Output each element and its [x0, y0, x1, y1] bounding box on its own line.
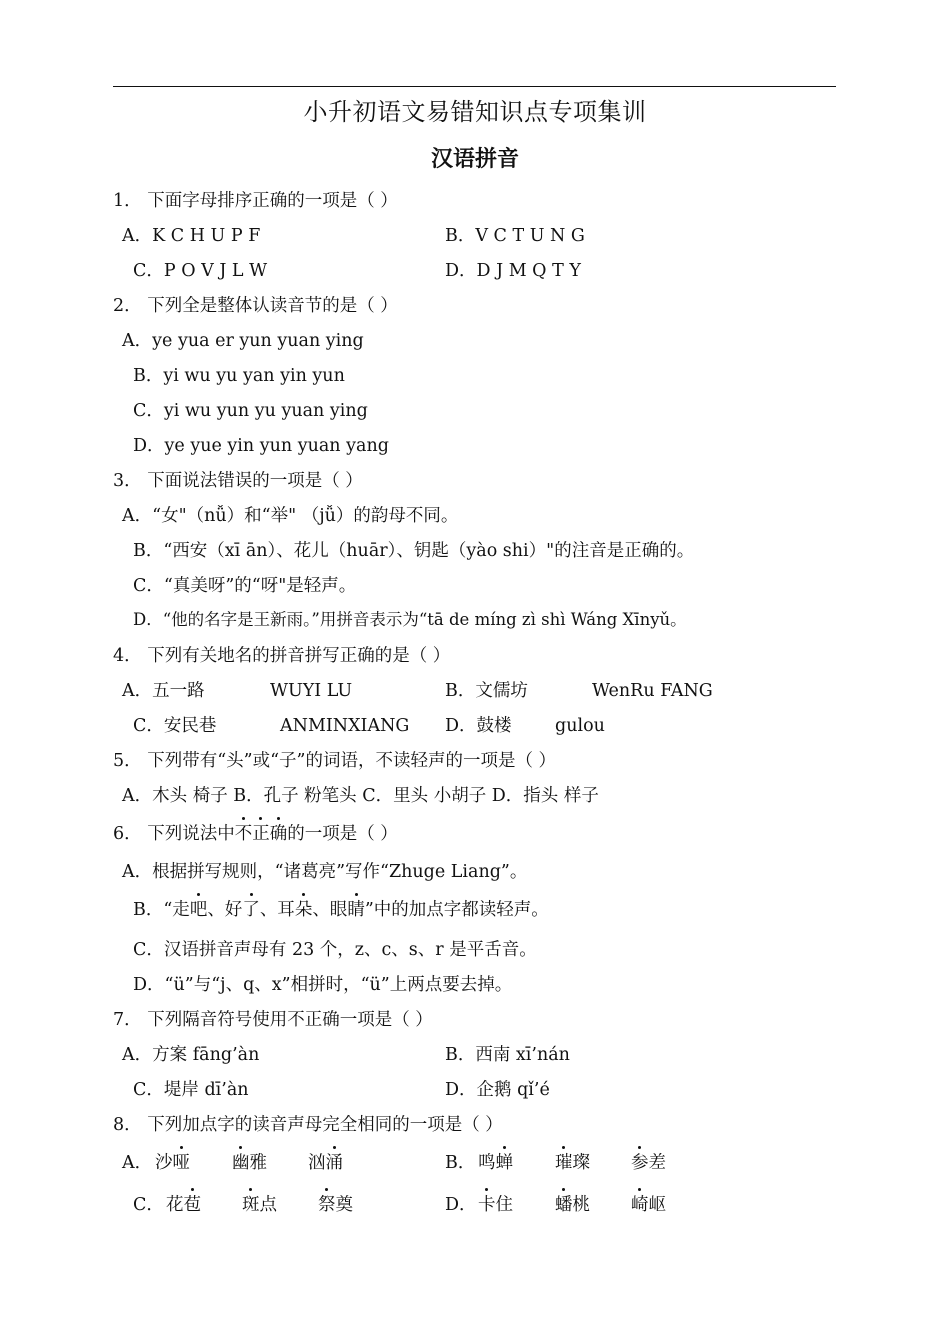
section-title: 汉语拼音: [430, 146, 519, 172]
q8-b-word-1: [478, 1151, 513, 1175]
q8-a-word-1: [155, 1151, 190, 1175]
q1-option-b: B．V C T U N G: [445, 226, 585, 246]
q7-option-d: D．企鹅 qǐ’é: [445, 1080, 550, 1100]
q8-option-a-label: A．: [122, 1153, 153, 1173]
q8-a-word-2: [232, 1151, 267, 1175]
q8-dotted-char: 斑: [242, 1195, 260, 1215]
question-4-stem: 4． 下列有关地名的拼音拼写正确的是（ ）: [113, 646, 451, 666]
q8-char: 花: [166, 1195, 184, 1215]
q4-option-d-pinyin: gulou: [555, 716, 605, 736]
q4-option-d-word: D．鼓楼: [445, 716, 512, 736]
q6-b-dotted-char: 吧: [189, 900, 208, 920]
q5-options: A．木头 椅子 B．孔子 粉笔头 C．里头 小胡子 D．指头 样子: [122, 786, 599, 806]
q4-option-a-pinyin: WUYI LU: [270, 681, 353, 701]
q8-option-b-label: B．: [445, 1153, 476, 1173]
q6-option-c: C．汉语拼音声母有 23 个，z、c、s、r 是平舌音。: [133, 940, 537, 960]
question-8-stem: 8． 下列加点字的读音声母完全相同的一项是（ ）: [113, 1115, 503, 1135]
question-5-stem: 5． 下列带有“头”或“子”的词语，不读轻声的一项是（ ）: [113, 751, 557, 771]
q8-dotted-char: 幽: [232, 1153, 250, 1173]
q8-c-word-1: [166, 1193, 201, 1217]
q8-a-word-3: [308, 1151, 343, 1175]
q3-option-b: B．“西安（xī ān）、花儿（huār）、钥匙（yào shi）"的注音是正确的。: [133, 541, 695, 561]
q8-dotted-char: 哑: [172, 1153, 190, 1173]
q8-dotted-char: 蝉: [495, 1153, 513, 1173]
q8-char: 鸣: [478, 1153, 496, 1173]
question-1-stem: 1． 下面字母排序正确的一项是（ ）: [113, 191, 398, 211]
q8-d-word-1: [478, 1193, 513, 1217]
q6-stem-dotted-char: 确: [269, 824, 288, 844]
q6-stem-pre: 6． 下列说法中: [113, 824, 235, 844]
q3-option-c: C．“真美呀”的“呀"是轻声。: [133, 576, 357, 596]
q8-dotted-char: 苞: [183, 1195, 201, 1215]
q7-option-c: C．堤岸 dī’àn: [133, 1080, 249, 1100]
q8-char: 桃: [572, 1195, 590, 1215]
header-rule: [113, 86, 836, 87]
q8-char: 住: [495, 1195, 513, 1215]
q3-option-d: D．“他的名字是王新雨。”用拼音表示为“tā de míng zì shì Wáng Xīnyǔ。: [133, 610, 687, 629]
question-2-stem: 2． 下列全是整体认读音节的是（ ）: [113, 296, 398, 316]
q6-stem-post: 的一项是（ ）: [287, 824, 398, 844]
q2-option-d: D．ye yue yin yun yuan yang: [133, 436, 389, 456]
q8-dotted-char: 祭: [318, 1195, 336, 1215]
q4-option-b-word: B．文儒坊: [445, 681, 528, 701]
q8-dotted-char: 卡: [478, 1195, 496, 1215]
q6-option-b: [133, 898, 549, 922]
page-title: 小升初语文易错知识点专项集训: [303, 98, 647, 126]
question-6-stem: [113, 822, 398, 846]
q4-option-c-word: C．安民巷: [133, 716, 217, 736]
q6-b-text: ”中的加点字都读轻声。: [364, 900, 549, 920]
q8-char: 璨: [572, 1153, 590, 1173]
q2-option-b: B．yi wu yu yan yin yun: [133, 366, 345, 386]
q8-dotted-char: 崎: [631, 1195, 649, 1215]
q8-option-d-label: D．: [445, 1195, 477, 1215]
q1-option-a: A．K C H U P F: [122, 226, 261, 246]
q6-option-d: D．“ü”与“j、q、x”相拼时，“ü”上两点要去掉。: [133, 975, 513, 995]
q8-char: 沙: [155, 1153, 173, 1173]
q4-option-a-word: A．五一路: [122, 681, 205, 701]
q6-b-text: 、眼: [312, 900, 348, 920]
q8-dotted-char: 璀: [555, 1153, 573, 1173]
q8-d-word-2: [555, 1193, 590, 1217]
q8-char: 点: [259, 1195, 277, 1215]
q8-char: 岖: [648, 1195, 666, 1215]
q8-char: 差: [648, 1153, 666, 1173]
q6-b-dotted-char: 睛: [347, 900, 365, 920]
q7-option-a: A．方案 fāng’àn: [122, 1045, 260, 1065]
q8-d-word-3: [631, 1193, 666, 1217]
q4-option-b-pinyin: WenRu FANG: [592, 681, 713, 701]
q1-option-c: C．P O V J L W: [133, 261, 268, 281]
q6-b-text: 、耳: [259, 900, 295, 920]
q6-stem-dotted-char: 正: [252, 824, 270, 844]
q6-b-dotted-char: 朵: [294, 900, 313, 920]
q7-option-b: B．西南 xī’nán: [445, 1045, 570, 1065]
q8-dotted-char: 参: [631, 1153, 649, 1173]
q8-c-word-2: [242, 1193, 277, 1217]
q1-option-d: D．D J M Q T Y: [445, 261, 581, 281]
q4-option-c-pinyin: ANMINXIANG: [280, 716, 410, 736]
q8-option-c-label: C．: [133, 1195, 164, 1215]
q8-c-word-3: [318, 1193, 353, 1217]
q6-b-text: 、好: [207, 900, 243, 920]
q8-b-word-3: [631, 1151, 666, 1175]
q6-b-text: B．“走: [133, 900, 190, 920]
q2-option-a: A．ye yua er yun yuan ying: [122, 331, 364, 351]
q6-b-dotted-char: 了: [242, 900, 260, 920]
q8-dotted-char: 涌: [325, 1153, 343, 1173]
q8-dotted-char: 蟠: [555, 1195, 573, 1215]
q3-option-a: A．“女"（nǚ）和“举" （jǚ）的韵母不同。: [122, 506, 459, 526]
question-7-stem: 7． 下列隔音符号使用不正确一项是（ ）: [113, 1010, 433, 1030]
q6-option-a: A．根据拼写规则，“诸葛亮”写作“Zhuge Liang”。: [122, 862, 528, 882]
q8-char: 汹: [308, 1153, 326, 1173]
q8-char: 奠: [335, 1195, 353, 1215]
q8-b-word-2: [555, 1151, 590, 1175]
q2-option-c: C．yi wu yun yu yuan ying: [133, 401, 368, 421]
q6-stem-dotted-char: 不: [234, 824, 253, 844]
q8-char: 雅: [249, 1153, 267, 1173]
question-3-stem: 3． 下面说法错误的一项是（ ）: [113, 471, 363, 491]
